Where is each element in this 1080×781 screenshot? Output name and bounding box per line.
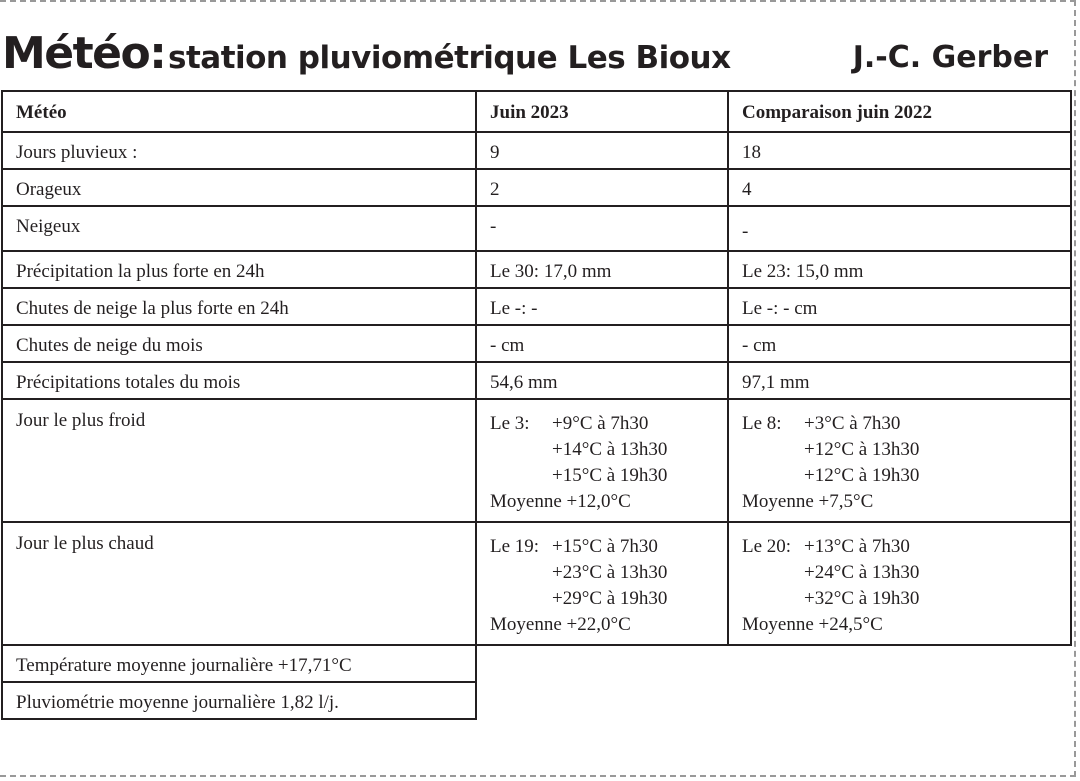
author-name: J.-C. Gerber xyxy=(852,40,1048,75)
cell-2023: Le -: - xyxy=(476,288,728,325)
cell-2022: 97,1 mm xyxy=(728,362,1071,399)
average-temp: Moyenne +12,0°C xyxy=(490,491,631,512)
row-label: Précipitations totales du mois xyxy=(2,362,476,399)
temp-reading: +32°C à 19h30 xyxy=(804,588,920,609)
page-subtitle: station pluviométrique Les Bioux xyxy=(168,40,731,76)
table-row xyxy=(2,169,1071,206)
column-header: Juin 2023 xyxy=(476,91,728,132)
cell-2023: 9 xyxy=(476,132,728,169)
row-label: Chutes de neige la plus forte en 24h xyxy=(2,288,476,325)
table-row xyxy=(2,206,1071,251)
cell-2023: 54,6 mm xyxy=(476,362,728,399)
temp-reading: +13°C à 7h30 xyxy=(804,536,910,557)
temp-reading: +12°C à 13h30 xyxy=(804,439,920,460)
cell-2022 xyxy=(728,522,1071,645)
temperature-list xyxy=(490,534,714,612)
cell-2023 xyxy=(476,522,728,645)
row-label: Précipitation la plus forte en 24h xyxy=(2,251,476,288)
row-label: Jour le plus chaud xyxy=(2,522,476,645)
day-label: Le 20: xyxy=(742,536,792,557)
cell-2023: Le 30: 17,0 mm xyxy=(476,251,728,288)
cell-2023: 2 xyxy=(476,169,728,206)
table-row xyxy=(2,132,1071,169)
cell-2022: - cm xyxy=(728,325,1071,362)
table-row-hottest xyxy=(2,522,1071,645)
cell-2023: - cm xyxy=(476,325,728,362)
table-row-coldest xyxy=(2,399,1071,522)
day-label: Le 3: xyxy=(490,413,530,434)
title-row xyxy=(2,26,1062,82)
row-label: Neigeux xyxy=(2,206,476,251)
temp-reading: +15°C à 7h30 xyxy=(552,536,658,557)
cell-2022: Le -: - cm xyxy=(728,288,1071,325)
column-header: Météo xyxy=(2,91,476,132)
temp-reading: +29°C à 19h30 xyxy=(552,588,668,609)
cell-2023 xyxy=(476,399,728,522)
row-label: Chutes de neige du mois xyxy=(2,325,476,362)
temperature-list xyxy=(742,411,1057,489)
cell-2022: - xyxy=(728,206,1071,251)
average-temp: Moyenne +7,5°C xyxy=(742,491,874,512)
daily-average-rainfall: Pluviométrie moyenne journalière 1,82 l/j. xyxy=(2,682,476,719)
temp-reading: +3°C à 7h30 xyxy=(804,413,901,434)
table-row xyxy=(2,362,1071,399)
temperature-list xyxy=(742,534,1057,612)
temp-reading: +14°C à 13h30 xyxy=(552,439,668,460)
table-row xyxy=(2,325,1071,362)
average-temp: Moyenne +22,0°C xyxy=(490,614,631,635)
table-header-row xyxy=(2,91,1071,132)
temp-reading: +12°C à 19h30 xyxy=(804,465,920,486)
daily-average-temperature: Température moyenne journalière +17,71°C xyxy=(2,645,476,682)
day-label: Le 8: xyxy=(742,413,782,434)
temp-reading: +15°C à 19h30 xyxy=(552,465,668,486)
cell-2022: Le 23: 15,0 mm xyxy=(728,251,1071,288)
table-row-footer xyxy=(2,645,1071,682)
temp-reading: +23°C à 13h30 xyxy=(552,562,668,583)
table-row xyxy=(2,288,1071,325)
cell-2022: 4 xyxy=(728,169,1071,206)
row-label: Jours pluvieux : xyxy=(2,132,476,169)
table-row-footer xyxy=(2,682,1071,719)
cell-2022: 18 xyxy=(728,132,1071,169)
table-row xyxy=(2,251,1071,288)
row-label: Orageux xyxy=(2,169,476,206)
weather-table xyxy=(1,90,1072,720)
average-temp: Moyenne +24,5°C xyxy=(742,614,883,635)
row-label: Jour le plus froid xyxy=(2,399,476,522)
cell-2023: - xyxy=(476,206,728,251)
temperature-list xyxy=(490,411,714,489)
page-title: Météo: xyxy=(2,28,166,79)
temp-reading: +24°C à 13h30 xyxy=(804,562,920,583)
day-label: Le 19: xyxy=(490,536,540,557)
cell-2022 xyxy=(728,399,1071,522)
column-header: Comparaison juin 2022 xyxy=(728,91,1071,132)
temp-reading: +9°C à 7h30 xyxy=(552,413,649,434)
